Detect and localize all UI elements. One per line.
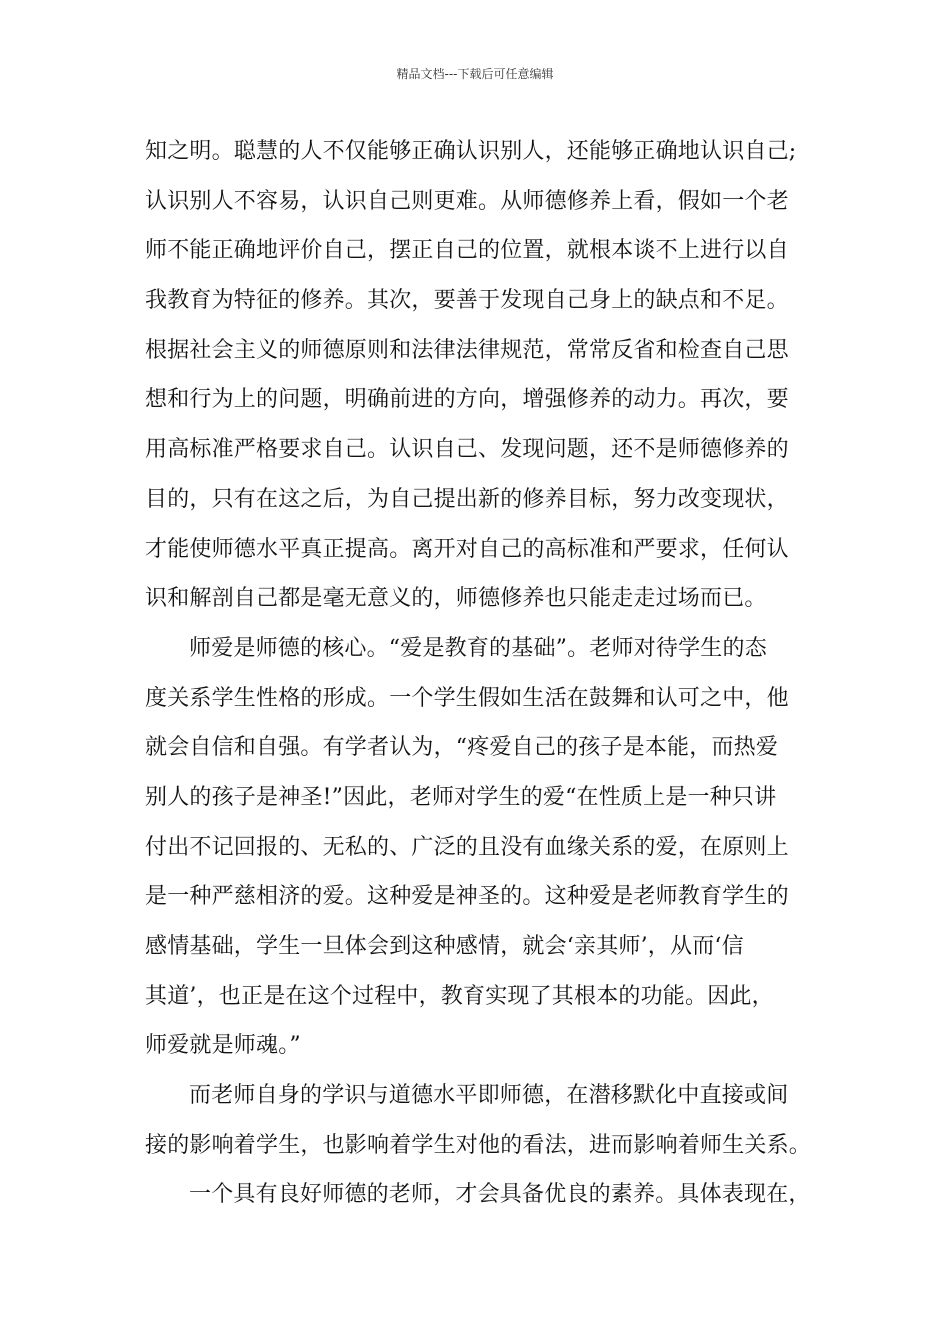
text-line: 目的，只有在这之后，为自己提出新的修养目标，努力改变现状， [145,486,789,512]
paragraph-start-line: 师爱是师德的核心。“爱是教育的基础”。老师对待学生的态 [189,635,767,661]
text-line: 我教育为特征的修养。其次，要善于发现自己身上的缺点和不足。 [145,288,789,314]
text-line: 付出不记回报的、无私的、广泛的且没有血缘关系的爱，在原则上 [145,834,789,860]
text-line: 师爱就是师魂。” [145,1033,301,1059]
text-line: 根据社会主义的师德原则和法律法律规范，常常反省和检查自己思 [145,337,789,363]
text-line: 感情基础，学生一旦体会到这种感情，就会‘亲其师’，从而‘信 [145,934,744,959]
paragraph-start-line: 一个具有良好师德的老师，才会具备优良的素养。具体表现在， [189,1182,811,1208]
text-line: 师不能正确地评价自己，摆正自己的位置，就根本谈不上进行以自 [145,238,789,264]
text-line: 想和行为上的问题，明确前进的方向，增强修养的动力。再次，要 [145,387,789,413]
paragraph-start-line: 而老师自身的学识与道德水平即师德，在潜移默化中直接或间 [189,1083,789,1109]
text-line: 才能使师德水平真正提高。离开对自己的高标准和严要求，任何认 [145,536,789,562]
text-line: 度关系学生性格的形成。一个学生假如生活在鼓舞和认可之中，他 [145,685,789,711]
document-body [145,127,825,1220]
text-line: 接的影响着学生，也影响着学生对他的看法，进而影响着师生关系。 [145,1132,812,1158]
text-line: 认识别人不容易，认识自己则更难。从师德修养上看，假如一个老 [145,188,789,214]
text-line: 就会自信和自强。有学者认为，“疼爱自己的孩子是本能，而热爱 [145,735,779,761]
text-line: 别人的孩子是神圣!”因此，老师对学生的爱“在性质上是一种只讲 [145,784,777,810]
text-line: 其道’，也正是在这个过程中，教育实现了其根本的功能。因此， [145,983,774,1009]
page-header: 精品文档---下载后可任意编辑 [396,67,554,81]
text-line: 识和解剖自己都是毫无意义的，师德修养也只能走走过场而已。 [145,586,767,612]
text-line: 用高标准严格要求自己。认识自己、发现问题，还不是师德修养的 [145,437,789,463]
text-line: 知之明。聪慧的人不仅能够正确认识别人，还能够正确地认识自己; [145,139,797,164]
text-line: 是一种严慈相济的爱。这种爱是神圣的。这种爱是老师教育学生的 [145,884,789,910]
